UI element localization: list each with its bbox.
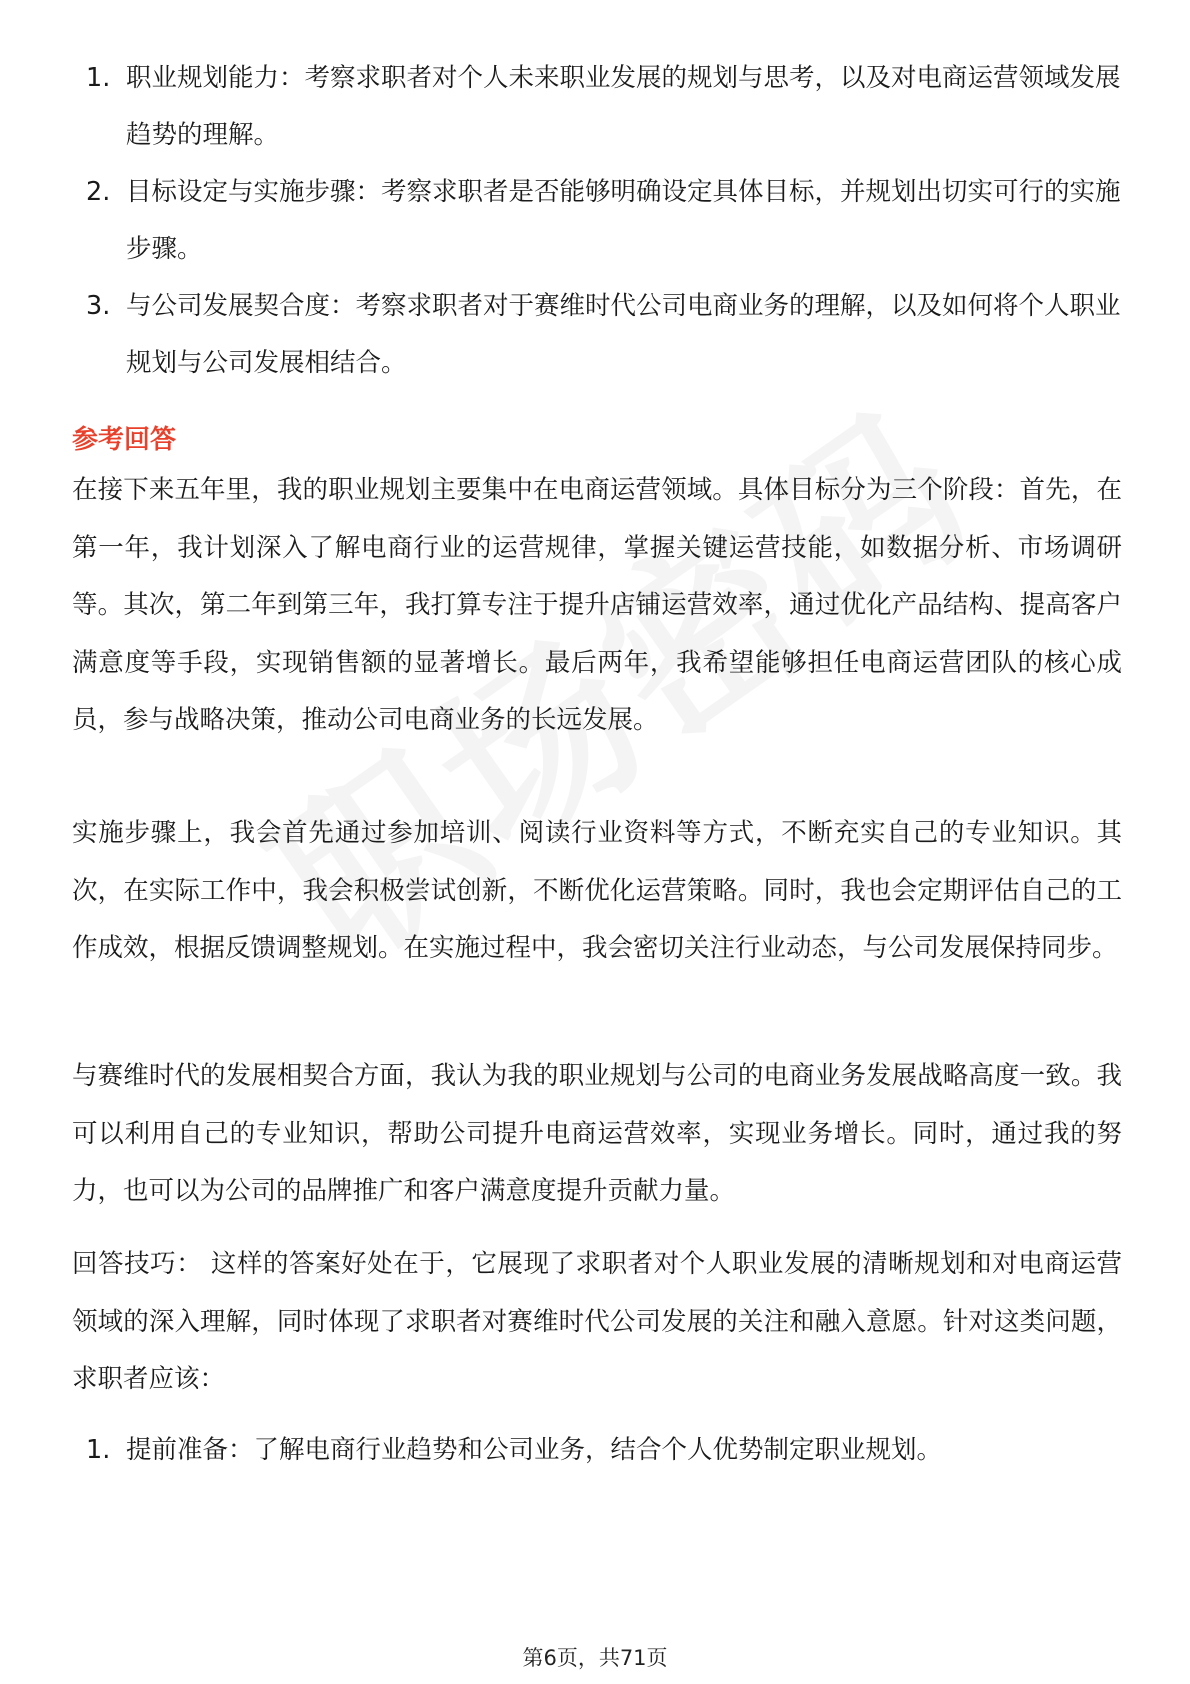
page-footer: 第6页，共71页	[522, 1646, 668, 1670]
answer-paragraph: 实施步骤上，我会首先通过参加培训、阅读行业资料等方式，不断充实自己的专业知识。其次，在实际工作中，我会积极尝试创新，不断优化运营策略。同时，我也会定期评估自己的工作成效，根据反馈调整规划。在实施过程中，我会密切关注行业动态，与公司发展保持同步。	[72, 818, 1122, 963]
section-title: 参考回答	[72, 425, 177, 455]
list-item	[72, 278, 1122, 392]
list-number: 3.	[86, 291, 111, 321]
list-text: 与公司发展契合度：考察求职者对于赛维时代公司电商业务的理解，以及如何将个人职业规划与公司发展相结合。	[126, 291, 1121, 378]
list-text: 职业规划能力：考察求职者对个人未来职业发展的规划与思考，以及对电商运营领域发展趋势的理解。	[126, 63, 1121, 150]
list-item	[72, 50, 1122, 164]
answer-paragraph: 在接下来五年里，我的职业规划主要集中在电商运营领域。具体目标分为三个阶段：首先，在第一年，我计划深入了解电商行业的运营规律，掌握关键运营技能，如数据分析、市场调研等。其次，第二年到第三年，我打算专注于提升店铺运营效率，通过优化产品结构、提高客户满意度等手段，实现销售额的显著增长。最后两年，我希望能够担任电商运营团队的核心成员，参与战略决策，推动公司电商业务的长远发展。	[72, 475, 1122, 735]
list-text: 目标设定与实施步骤：考察求职者是否能够明确设定具体目标，并规划出切实可行的实施步骤。	[126, 177, 1121, 264]
criteria-list	[72, 50, 1122, 392]
list-item	[72, 1422, 1122, 1479]
list-number: 1.	[86, 63, 111, 93]
tips-list	[72, 1422, 1122, 1479]
list-item	[72, 164, 1122, 278]
list-number: 1.	[86, 1435, 111, 1465]
answer-paragraph: 与赛维时代的发展相契合方面，我认为我的职业规划与公司的电商业务发展战略高度一致。我可以利用自己的专业知识，帮助公司提升电商运营效率，实现业务增长。同时，通过我的努力，也可以为公司的品牌推广和客户满意度提升贡献力量。	[72, 1061, 1122, 1206]
list-text: 提前准备：了解电商行业趋势和公司业务，结合个人优势制定职业规划。	[126, 1435, 943, 1465]
tips-paragraph: 回答技巧： 这样的答案好处在于，它展现了求职者对个人职业发展的清晰规划和对电商运营领域的深入理解，同时体现了求职者对赛维时代公司发展的关注和融入意愿。针对这类问题，求职者应该：	[72, 1249, 1122, 1394]
list-number: 2.	[86, 177, 111, 207]
